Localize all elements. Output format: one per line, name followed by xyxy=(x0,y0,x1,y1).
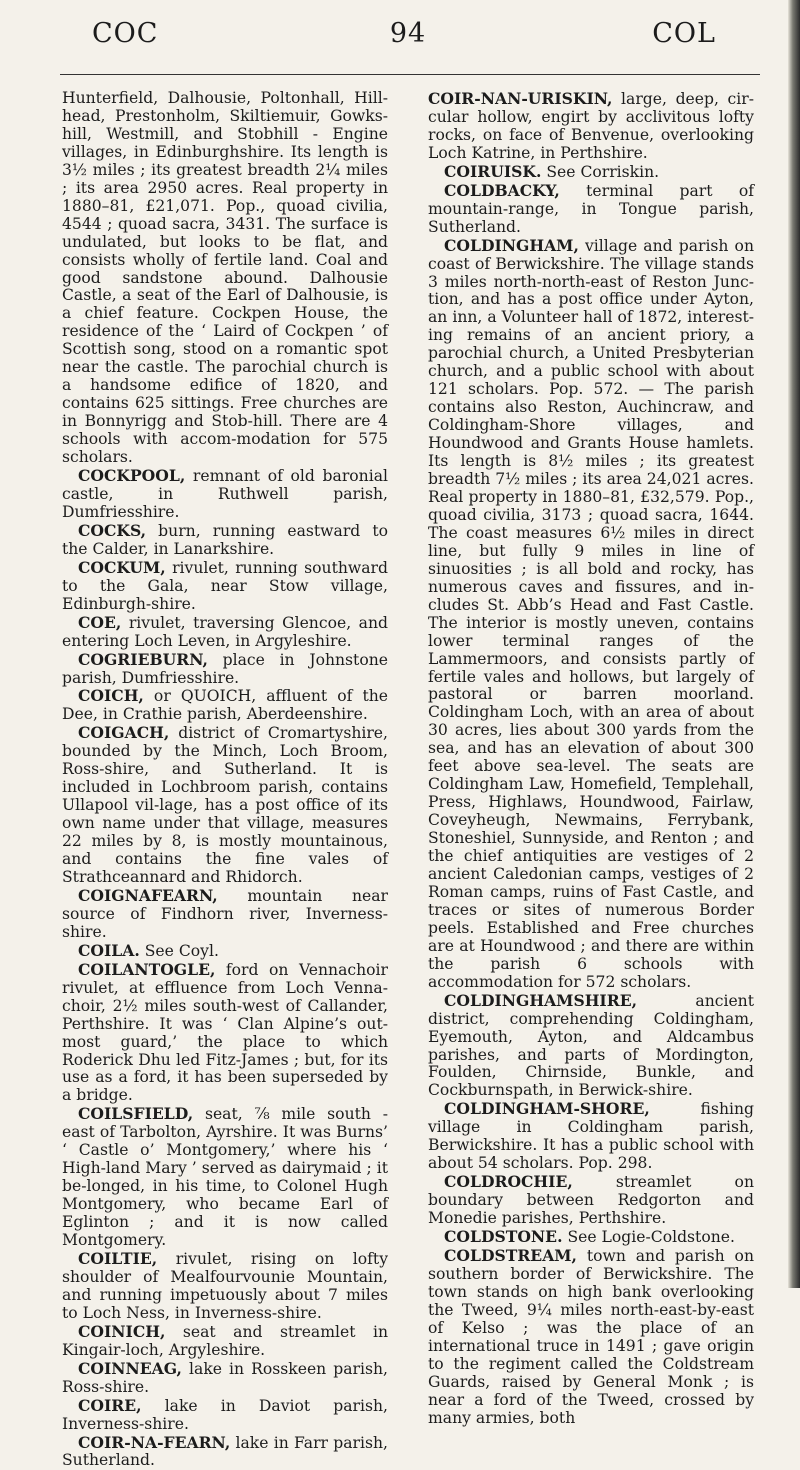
entry-text: rivulet, rising on lofty shoulder of Mealfourvounie Mountain, and running impetuously about 7 miles to Loch Ness, in Inverness-shire. xyxy=(62,1250,388,1322)
gazetteer-entry xyxy=(62,1105,388,1250)
entry-headword: COILA. xyxy=(78,940,140,960)
entry-headword: COILSFIELD, xyxy=(78,1104,194,1124)
entry-text: large, deep, cir-cular hollow, engirt by acclivitous lofty rocks, on face of Benvenue, overlooking Loch Katrine, in Perthshire. xyxy=(428,90,754,162)
gazetteer-entry xyxy=(62,1323,388,1360)
entry-headword: COIR-NA-FEARN, xyxy=(78,1432,231,1452)
gazetteer-entry xyxy=(62,651,388,688)
entry-text: ancient district, comprehending Coldingham, Eyemouth, Ayton, and Aldcambus parishes, and parts of Mordington, Foulden, Chirnside, Bunkle, and Cockburnspath, in Berwick-shire. xyxy=(428,991,754,1100)
gazetteer-entry xyxy=(428,1247,754,1428)
entry-text: terminal part of mountain-range, in Tongue parish, Sutherland. xyxy=(428,181,754,236)
entry-text: See Coyl. xyxy=(139,941,219,960)
gazetteer-entry xyxy=(428,237,754,992)
entry-headword: COCKS, xyxy=(78,520,147,540)
entry-text: seat and streamlet in Kingair-loch, Argyleshire. xyxy=(62,1322,388,1359)
entry-text: mountain near source of Findhorn river, Inverness-shire. xyxy=(62,886,388,941)
entry-headword: COINNEAG, xyxy=(78,1358,182,1378)
gazetteer-entry xyxy=(428,1173,754,1228)
gazetteer-entry xyxy=(428,182,754,237)
entry-text: lake in Farr parish, Sutherland. xyxy=(62,1433,388,1470)
gazetteer-entry xyxy=(62,90,388,467)
entry-headword: COLDBACKY, xyxy=(444,180,560,200)
gazetteer-entry xyxy=(62,942,388,961)
gazetteer-entry xyxy=(62,961,388,1106)
entry-headword: COE, xyxy=(78,612,122,632)
page-edge-shadow xyxy=(788,0,800,1288)
entry-headword: COIRE, xyxy=(78,1395,142,1415)
entry-text: district of Cromartyshire, bounded by the Minch, Loch Broom, Ross-shire, and Sutherland. It is included in Lochbroom parish, contains Ullapool vil-lage, has a post office of its own name under that village, measures 22 miles by 8, is mostly mountainous, and contains the fine vales of Strathceannard and Rhidorch. xyxy=(62,724,388,886)
gazetteer-entry xyxy=(428,90,754,163)
entry-text: rivulet, running southward to the Gala, near Stow village, Edinburgh-shire. xyxy=(62,558,388,613)
entry-text: remnant of old baronial castle, in Ruthwell parish, Dumfriesshire. xyxy=(62,467,388,521)
gazetteer-entry xyxy=(62,887,388,942)
entry-headword: COINICH, xyxy=(78,1321,166,1341)
entry-headword: COIGNAFEARN, xyxy=(78,885,218,905)
header-rule xyxy=(60,74,760,75)
gazetteer-entry xyxy=(62,522,388,559)
entry-headword: COLDROCHIE, xyxy=(444,1172,573,1192)
gazetteer-entry xyxy=(62,1397,388,1434)
entry-headword: COLDSTREAM, xyxy=(444,1246,577,1265)
entry-text: or QUOICH, affluent of the Dee, in Crathie parish, Aberdeenshire. xyxy=(62,687,388,724)
entry-text: seat, ⅞ mile south - east of Tarbolton, Ayrshire. It was Burns’ ‘ Castle o’ Montgomery,’ where his ‘ High-land Mary ’ served as dairymaid ; it be-longed, in his time, to Colonel Hugh Montgomery, who became Earl of Eglinton ; and it is now called Montgomery. xyxy=(62,1105,388,1250)
gazetteer-entry xyxy=(428,992,754,1101)
entry-text: See Corriskin. xyxy=(541,162,660,181)
left-column xyxy=(62,90,388,1470)
entry-headword: COLDSTONE. xyxy=(444,1227,563,1247)
entry-headword: COCKPOOL, xyxy=(78,466,186,486)
gazetteer-entry xyxy=(62,559,388,614)
entry-headword: COLDINGHAM, xyxy=(444,235,579,255)
page-number: 94 xyxy=(389,18,427,49)
entry-headword: COIRUISK. xyxy=(444,161,542,181)
entry-text: place in Johnstone parish, Dumfriesshire. xyxy=(62,650,388,687)
entry-text: streamlet on boundary between Redgorton and Monedie parishes, Perthshire. xyxy=(428,1173,754,1228)
gazetteer-entry xyxy=(62,1434,388,1470)
entry-text: rivulet, traversing Glencoe, and entering Loch Leven, in Argyleshire. xyxy=(62,613,388,650)
running-header xyxy=(58,12,758,62)
entry-text: village and parish on coast of Berwickshire. The village stands 3 miles north-north-east of Reston Junc-tion, and has a post office under Ayton, an inn, a Volunteer hall of 1872, interest-ing remains of an ancient priory, a parochial church, a United Presbyterian church, and a public school with about 121 scholars. Pop. 572. — The parish contains also Reston, Auchincraw, and Coldingham-Shore villages, and Houndwood and Grants House hamlets. Its length is 8½ miles ; its greatest breadth 7½ miles ; its area 24,021 acres. Real property in 1880–81, £32,579. Pop., quoad civilia, 3173 ; quoad sacra, 1644. The coast measures 6½ miles in direct line, but fully 9 miles in line of sinuosities ; is all bold and rocky, has numerous caves and fissures, and in-cludes St. Abb’s Head and Fast Castle. The interior is mostly uneven, contains lower terminal ranges of the Lammermoors, and consists partly of fertile vales and hollows, but largely of pastoral or barren moorland. Coldingham Loch, with an area of about 30 acres, lies about 300 yards from the sea, and has an elevation of about 300 feet above sea-level. The seats are Coldingham Law, Homefield, Templehall, Press, Highlaws, Houndwood, Fairlaw, Coveyheugh, Newmains, Ferrybank, Stoneshiel, Sunnyside, and Renton ; and the chief antiquities are vestiges of 2 ancient Caledonian camps, vestiges of 2 Roman camps, ruins of Fast Castle, and traces or sites of numerous Border peels. Established and Free churches are at Houndwood ; and there are within the parish 6 schools with accommodation for 572 scholars. xyxy=(428,236,754,991)
entry-text: See Logie-Coldstone. xyxy=(562,1228,735,1247)
entry-text: town and parish on southern border of Berwickshire. The town stands on high bank overlooking the Tweed, 9¼ miles north-east-by-east of Kelso ; was the place of an international truce in 1491 ; gave origin to the regiment called the Coldstream Guards, raised by General Monk ; is near a ford of the Tweed, crossed by many armies, both xyxy=(428,1247,754,1427)
gazetteer-entry xyxy=(62,614,388,651)
entry-headword: COLDINGHAM-SHORE, xyxy=(444,1099,650,1119)
entry-text: lake in Rosskeen parish, Ross-shire. xyxy=(62,1359,388,1396)
gazetteer-entry xyxy=(428,1100,754,1173)
gazetteer-entry xyxy=(62,687,388,724)
gazetteer-entry xyxy=(62,1250,388,1323)
gazetteer-entry xyxy=(62,724,388,887)
entry-text: Hunterfield, Dalhousie, Poltonhall, Hill-head, Prestonholm, Skiltiemuir, Gowks-hill, Westmill, and Stobhill - Engine villages, in Edinburghshire. Its length is 3½ miles ; its greatest breadth 2¼ miles ; its area 2950 acres. Real property in 1880–81, £21,071. Pop., quoad civilia, 4544 ; quoad sacra, 3431. The surface is undulated, but looks to be flat, and consists wholly of fertile land. Coal and good sandstone abound. Dalhousie Castle, a seat of the Earl of Dalhousie, is a chief feature. Cockpen House, the residence of the ‘ Laird of Cockpen ’ of Scottish song, stood on a romantic spot near the castle. The parochial church is a handsome edifice of 1820, and contains 625 sittings. Free churches are in Bonnyrigg and Stob-hill. There are 4 schools with accom-modation for 575 scholars. xyxy=(62,89,388,467)
header-right-guide-word: COL xyxy=(652,18,716,49)
entry-headword: COILANTOGLE, xyxy=(78,959,216,979)
entry-headword: COILTIE, xyxy=(78,1249,158,1268)
gazetteer-entry xyxy=(62,1360,388,1397)
gazetteer-entry xyxy=(428,163,754,182)
header-left-guide-word: COC xyxy=(92,18,159,49)
entry-text: lake in Daviot parish, Inverness-shire. xyxy=(62,1396,388,1433)
entry-text: ford on Vennachoir rivulet, at effluence from Loch Venna-choir, 2½ miles south-west of Callander, Perthshire. It was ‘ Clan Alpine’s out-most guard,’ the place to which Roderick Dhu led Fitz-James ; but, for its use as a ford, it has been superseded by a bridge. xyxy=(62,960,388,1105)
entry-headword: COLDINGHAMSHIRE, xyxy=(444,990,638,1010)
entry-headword: COIGACH, xyxy=(78,723,170,743)
entry-headword: COGRIEBURN, xyxy=(78,649,208,669)
entry-text: fishing village in Coldingham parish, Berwickshire. It has a public school with about 54 scholars. Pop. 298. xyxy=(428,1100,754,1173)
gazetteer-entry xyxy=(428,1228,754,1247)
right-column xyxy=(428,90,754,1428)
entry-text: burn, running eastward to the Calder, in Lanarkshire. xyxy=(62,521,388,558)
entry-headword: COICH, xyxy=(78,686,144,706)
entry-headword: COCKUM, xyxy=(78,557,166,577)
entry-headword: COIR-NAN-URISKIN, xyxy=(428,89,613,108)
gazetteer-entry xyxy=(62,467,388,522)
